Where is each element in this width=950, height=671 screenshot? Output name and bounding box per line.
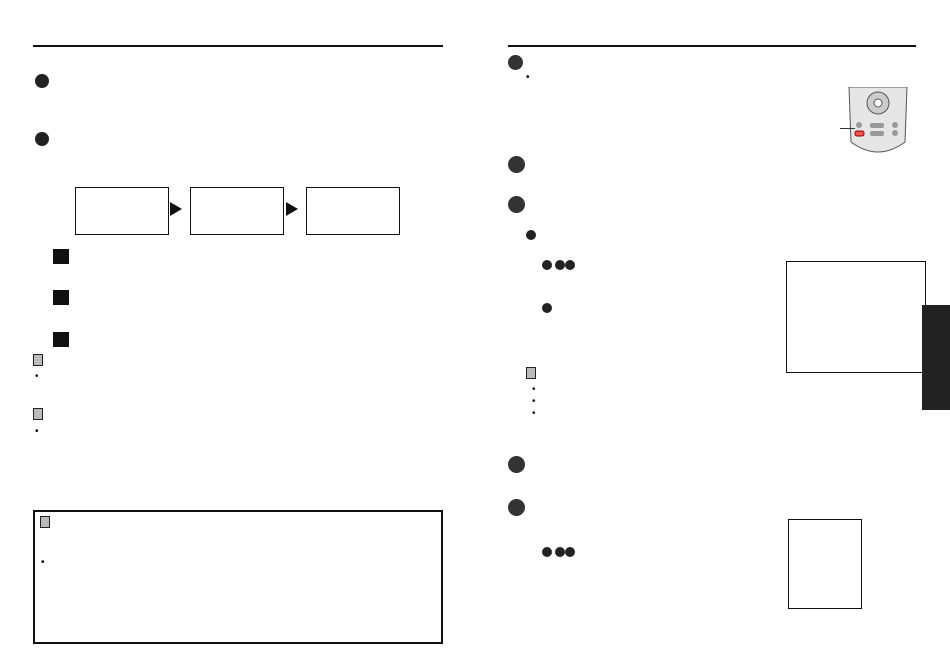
- step-1-badge: [35, 74, 49, 88]
- up-arrow-button-icon: [542, 547, 552, 557]
- indicator-diagram: [75, 176, 405, 236]
- up-arrow-button-icon: [542, 260, 552, 270]
- warning-icon: [33, 408, 43, 420]
- step-2-badge: [35, 132, 49, 146]
- header-rule: [508, 45, 916, 47]
- enter-button-icon: [565, 260, 575, 270]
- panel-c: [306, 187, 400, 235]
- lcd-item: [41, 557, 435, 569]
- prep-item: [526, 72, 806, 84]
- arrow-icon: [170, 202, 182, 216]
- note-item: [532, 396, 918, 408]
- note-icon: [526, 367, 536, 379]
- note-icon: [33, 354, 43, 366]
- notes-heading: [526, 367, 540, 381]
- arrow-icon: [286, 202, 298, 216]
- enter-button-icon: [565, 547, 575, 557]
- callout-line: [840, 128, 855, 129]
- note-heading: [33, 354, 47, 368]
- notes-list: [532, 384, 918, 408]
- lcd-list: [41, 557, 435, 569]
- down-arrow-button-icon: [555, 260, 565, 270]
- step-1-badge: [508, 156, 525, 173]
- down-arrow-button-icon: [555, 547, 565, 557]
- enter-button-icon: [542, 303, 552, 313]
- step-4-sub-2: [526, 547, 776, 560]
- step-2-badge: [508, 196, 525, 213]
- panel-a: [75, 187, 169, 235]
- operations-tab: [922, 305, 950, 410]
- step-2-sub-2: [526, 303, 776, 316]
- language-menu: [786, 261, 926, 373]
- panel-b: [190, 187, 284, 235]
- step-2-sub-1: [526, 260, 776, 273]
- step-1-text: [526, 175, 916, 187]
- header-rule: [33, 45, 443, 47]
- note-item: [532, 384, 918, 396]
- precautions-heading: [33, 408, 47, 422]
- right-page: [475, 0, 950, 671]
- step-3-badge: [508, 456, 525, 473]
- step-ref-badge: [526, 230, 536, 240]
- step-4-badge: [508, 499, 525, 516]
- lcd-panels-box: [33, 510, 443, 644]
- preparations-list: [526, 72, 806, 84]
- preparations-bullet-icon: [508, 55, 523, 70]
- lcd-heading: [40, 516, 54, 530]
- input-list: [788, 519, 862, 609]
- step-2-text: [526, 218, 918, 243]
- legend-letter-b: [53, 290, 69, 305]
- legend-letter-c: [53, 332, 69, 347]
- remote-control-illustration: [847, 87, 909, 157]
- note-icon: [40, 516, 50, 528]
- legend-letter-a: [53, 249, 69, 264]
- remote-control-icon: [847, 87, 909, 157]
